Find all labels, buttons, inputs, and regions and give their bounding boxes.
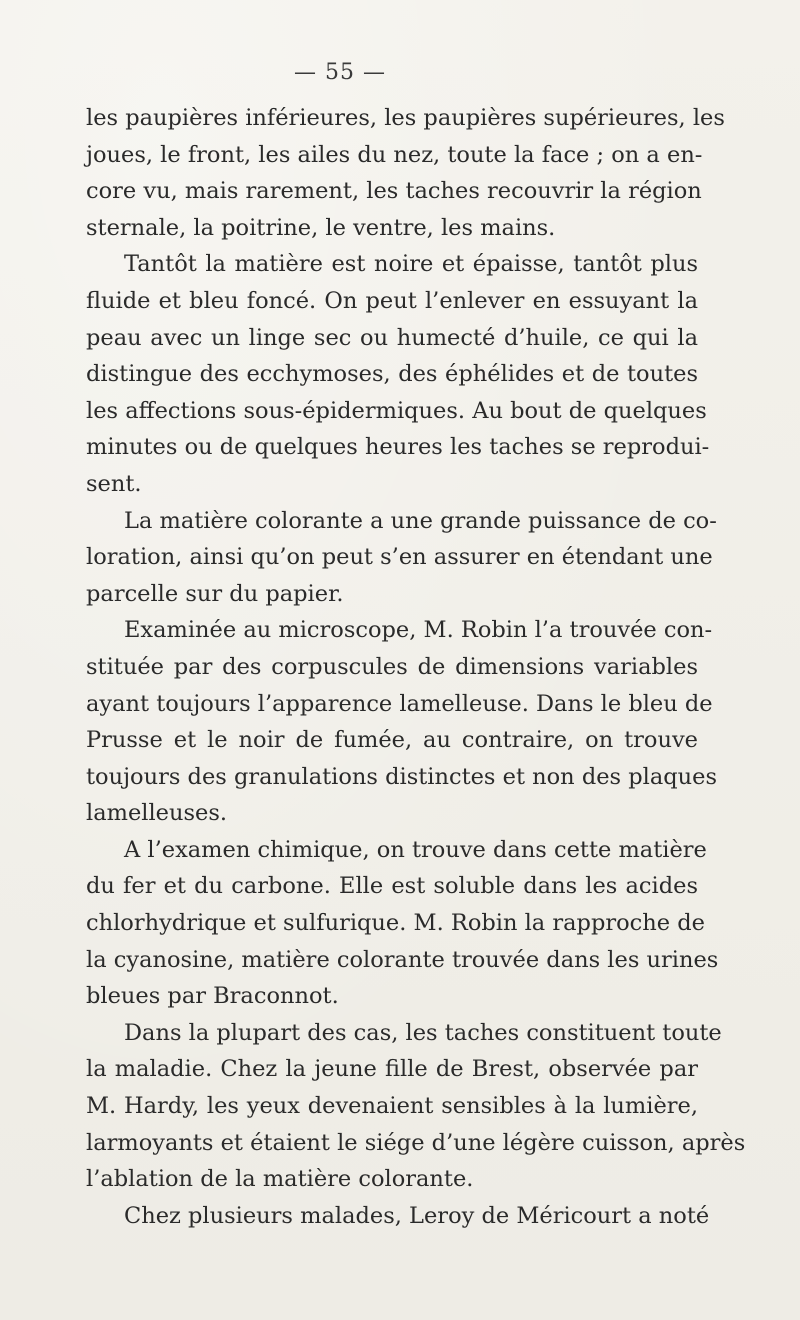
text-line: sent.	[86, 470, 142, 497]
text-line: les paupières inférieures, les paupières supérieures, les	[86, 105, 725, 131]
text-line: minutes ou de quelques heures les taches se reprodui-	[86, 434, 710, 461]
text-line: la cyanosine, matière colorante trouvée dans les urines	[86, 946, 719, 973]
text-line: A l’examen chimique, on trouve dans cette matière	[124, 836, 707, 863]
text-line: stituée par des corpuscules de dimensions variables	[86, 653, 698, 680]
text-line: parcelle sur du papier.	[86, 580, 344, 607]
text-line: distingue des ecchymoses, des éphélides et de toutes	[86, 361, 698, 388]
text-line: les affections sous-épidermiques. Au bout de quelques	[86, 397, 707, 424]
text-line: l’ablation de la matière colorante.	[86, 1166, 474, 1193]
text-line: ayant toujours l’apparence lamelleuse. Dans le bleu de	[86, 690, 713, 717]
text-line: sternale, la poitrine, le ventre, les mains.	[86, 214, 556, 241]
text-line: core vu, mais rarement, les taches recouvrir la région	[86, 178, 702, 205]
text-line: Prusse et le noir de fumée, au contraire, on trouve	[86, 727, 698, 754]
text-line: lamelleuses.	[86, 800, 228, 827]
text-line: toujours des granulations distinctes et non des plaques	[86, 763, 718, 790]
text-line: larmoyants et étaient le siége d’une légère cuisson, après	[86, 1129, 746, 1156]
text-line: bleues par Braconnot.	[86, 983, 339, 1010]
body-text	[86, 100, 746, 1234]
text-line: peau avec un linge sec ou humecté d’huile, ce qui la	[86, 324, 698, 351]
text-line: M. Hardy, les yeux devenaient sensibles à la lumière,	[86, 1093, 698, 1120]
text-line: loration, ainsi qu’on peut s’en assurer en étendant une	[86, 544, 713, 571]
text-line: la maladie. Chez la jeune fille de Brest, observée par	[86, 1056, 698, 1083]
text-line: du fer et du carbone. Elle est soluble dans les acides	[86, 873, 698, 900]
text-line: Examinée au microscope, M. Robin l’a trouvée con-	[124, 617, 713, 644]
text-line: Chez plusieurs malades, Leroy de Méricourt a noté	[124, 1202, 710, 1229]
text-line: chlorhydrique et sulfurique. M. Robin la rapproche de	[86, 910, 705, 937]
text-line: Dans la plupart des cas, les taches constituent toute	[124, 1019, 722, 1046]
text-line: joues, le front, les ailes du nez, toute la face ; on a en-	[86, 141, 703, 168]
text-line: Tantôt la matière est noire et épaisse, tantôt plus	[124, 251, 698, 278]
text-line: La matière colorante a une grande puissance de co-	[124, 507, 717, 534]
text-line: fluide et bleu foncé. On peut l’enlever en essuyant la	[86, 287, 698, 314]
page-number: — 55 —	[294, 60, 386, 85]
